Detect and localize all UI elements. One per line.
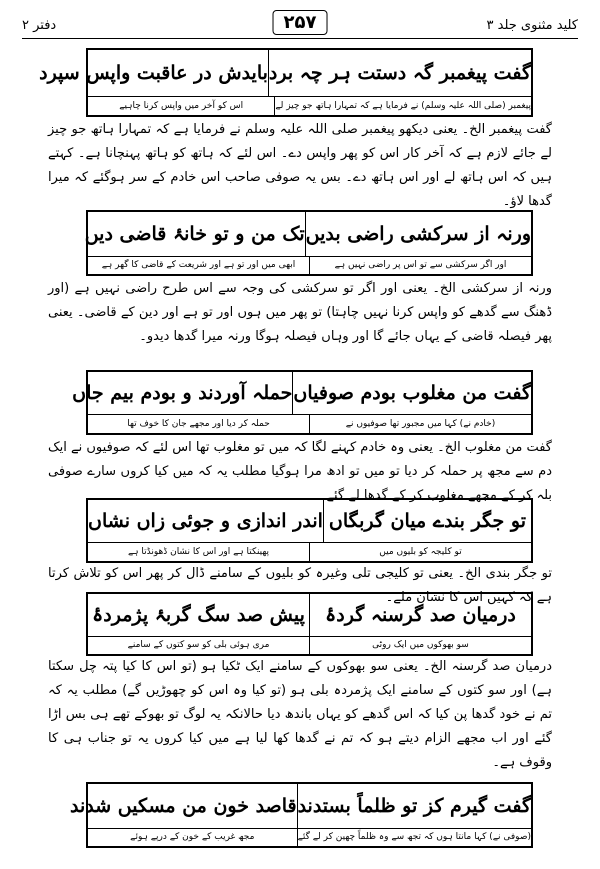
section-label: دفتر ۲: [22, 18, 57, 33]
translation-left: اس کو آخر میں واپس کرنا چاہیے: [88, 97, 275, 115]
translation-right: تو کلیجہ کو بلیوں میں: [379, 547, 462, 557]
translation-right: اور اگر سرکشی سے تو اس پر راضی نہیں ہے: [334, 260, 507, 270]
verse-box: [70, 782, 533, 848]
translation-left: مری ہوئی بلی کو سو کتوں کے سامنے: [88, 637, 310, 654]
verse-left: پیش صد سگ گربۂ پژمردۂ: [88, 594, 310, 636]
translation-left: حملہ کر دیا اور مجھے جان کا خوف تھا: [88, 415, 310, 433]
commentary-paragraph: تو جگر بندی الخ۔ یعنی تو کلیجی تلی وغیرہ کو بلیوں کے سامنے ڈال کر پھر اس کو تلاش کرتا ہے کہ کہیں اس کا نشان ملے۔: [48, 566, 552, 605]
commentary-paragraph: گفت من مغلوب الخ۔ یعنی وہ خادم کہنے لگا کہ میں تو مغلوب تھا اس لئے کہ صوفیوں نے ایک دم سے مجھ پر حملہ کر دیا تو میں تو ادھ مرا ہوگیا مطلب یہ کہ میں کیا کروں سارے صوفی بلہ کر کے مجھے مغلوب کر کے گدھا لے گئے۔: [48, 440, 552, 503]
verse-right: درمیان صد گرسنہ گردۂ: [325, 604, 516, 626]
translation-left: ابھی میں اور تو ہے اور شریعت کے قاضی کا گھر ہے: [88, 257, 310, 274]
verse-box: [86, 210, 533, 276]
verse-box: [86, 498, 533, 563]
verse-box: [72, 370, 533, 435]
translation-left: مجھ غریب کے خون کے درپے ہوئے: [88, 829, 298, 846]
translation-right: (خادم نے) کہا میں مجبور تھا صوفیوں نے: [345, 419, 496, 429]
translation-right: (صوفی نے) کہا مانتا ہوں کہ تجھ سے وہ ظلماً چھین کر لے گئے: [297, 832, 531, 842]
page-header: [22, 8, 578, 48]
verse-right: گفت پیغمبر گہ دستت ہر چہ برد: [268, 62, 531, 84]
page-number: ۲۵۷: [273, 10, 328, 35]
verse-left: تک من و تو خانۂ قاضی دیں: [85, 212, 306, 256]
header-divider: [22, 38, 578, 39]
translation-left: پھینکتا ہے اور اس کا نشان ڈھونڈتا ہے: [88, 543, 310, 561]
verse-left: اندر اندازی و جوئی زاں نشاں: [88, 500, 324, 542]
verse-box: [86, 592, 533, 656]
commentary-paragraph: ورنہ از سرکشی الخ۔ یعنی اور اگر تو سرکشی کی وجہ سے اس طرح راضی نہیں ہے (اور ڈھنگ سے گدھے کو واپس کرنا نہیں چاہتا) تو پھر میں ہوں اور تو ہے اور دین کے قاضی۔ یعنی پھر فیصلہ قاضی کے یہاں جائے گا اور وہاں فیصلہ ہوگا ورنہ میرا گدھا دیدو۔: [48, 281, 552, 344]
verse-right: ورنہ از سرکشی راضی بدیں: [305, 223, 531, 245]
commentary-paragraph: گفت پیغمبر الخ۔ یعنی دیکھو پیغمبر صلی اللہ علیہ وسلم نے فرمایا ہے کہ تمہارا ہاتھ جو چیز لے جائے لازم ہے کہ آخر کار اس کو پھر واپس دے۔ اس لئے کہ ہاتھ کو ہاتھ پہنچانا ہے۔ کہتے ہیں کہ اس ہاتھ لے اور اس ہاتھ دے۔ بس یہ صوفی صاحب اس خادم کے سر ہوگئے کہ میرا گدھا لاؤ۔: [48, 122, 552, 209]
verse-right: گفت گیرم کز تو ظلماً بستدند: [297, 795, 531, 817]
verse-right: تو جگر بندے میان گربگاں: [328, 510, 527, 532]
verse-right: گفت من مغلوب بودم صوفیاں: [293, 382, 531, 404]
book-title: کلید مثنوی جلد ۳: [486, 18, 578, 33]
verse-left: قاصد خون من مسکیں شدند: [70, 784, 298, 828]
verse-left: بایدش در عاقبت واپس سپرد: [39, 50, 269, 96]
verse-left: حملہ آوردند و بودم بیم جاں: [72, 372, 293, 414]
verse-box: [39, 48, 533, 117]
commentary-paragraph: درمیان صد گرسنہ الخ۔ یعنی سو بھوکوں کے سامنے ایک ٹکیا ہو (تو اس کا کیا پتہ چل سکتا ہے) اور سو کتوں کے سامنے ایک پژمردہ بلی ہو (تو کیا وہ اس کو چھوڑیں گے) مطلب یہ کہ تم نے خود گدھا پن کیا کہ اس گدھے کو یہاں باندھ دیا حالانکہ یہ لوگ تو بھوکے تھے ہی بس اڑا گئے اور اب مجھے الزام دیتے ہو کہ تم نے گدھا کھا لیا ہے میں کیا کروں یہ تو جناب ہی کا وقوف ہے۔: [48, 659, 552, 770]
translation-right: پیغمبر (صلی اللہ علیہ وسلم) نے فرمایا ہے کہ تمہارا ہاتھ جو چیز لے: [275, 101, 531, 111]
translation-right: سو بھوکوں میں ایک روٹی: [372, 640, 469, 650]
